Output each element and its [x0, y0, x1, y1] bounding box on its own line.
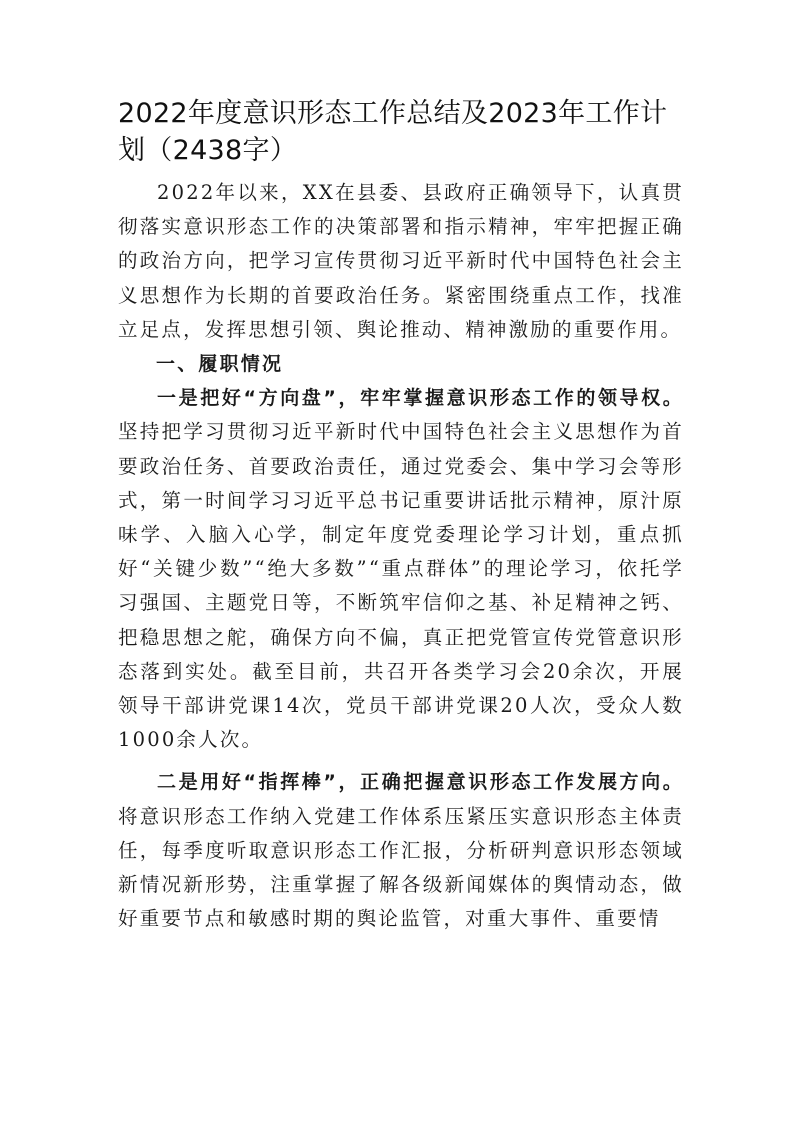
section-heading-duty: 一、履职情况	[156, 353, 284, 376]
paragraph-spacer	[118, 757, 684, 765]
point-one-lead: 一是把好“方向盘”，牢牢掌握意识形态工作的领导权。	[157, 387, 684, 410]
document-body	[118, 176, 684, 936]
point-one-paragraph	[118, 381, 684, 757]
point-two-body: 将意识形态工作纳入党建工作体系压紧压实意识形态主体责任，每季度听取意识形态工作汇报，分析研判意识形态领域新情况新形势，注重掌握了解各级新闻媒体的舆情动态，做好重要节点和敏感时期的舆论监管，对重大事件、重要情	[118, 804, 684, 931]
point-two-paragraph	[118, 765, 684, 936]
document-title: 2022年度意识形态工作总结及2023年工作计划（2438字）	[118, 98, 668, 166]
point-one-body: 坚持把学习贯彻习近平新时代中国特色社会主义思想作为首要政治任务、首要政治责任，通过党委会、集中学习会等形式，第一时间学习习近平总书记重要讲话批示精神，原汁原味学、入脑入心学，制定年度党委理论学习计划，重点抓好“关键少数”“绝大多数”“重点群体”的理论学习，依托学习强国、主题党日等，不断筑牢信仰之基、补足精神之钙、把稳思想之舵，确保方向不偏，真正把党管宣传党管意识形态落到实处。截至目前，共召开各类学习会20余次，开展领导干部讲党课14次，党员干部讲党课20人次，受众人数1000余人次。	[118, 420, 684, 752]
intro-paragraph: 2022年以来，XX在县委、县政府正确领导下，认真贯彻落实意识形态工作的决策部署和指示精神，牢牢把握正确的政治方向，把学习宣传贯彻习近平新时代中国特色社会主义思想作为长期的首要政治任务。紧密围绕重点工作，找准立足点，发挥思想引领、舆论推动、精神激励的重要作用。	[118, 181, 684, 341]
point-two-lead: 二是用好“指挥棒”，正确把握意识形态工作发展方向。	[157, 771, 684, 794]
